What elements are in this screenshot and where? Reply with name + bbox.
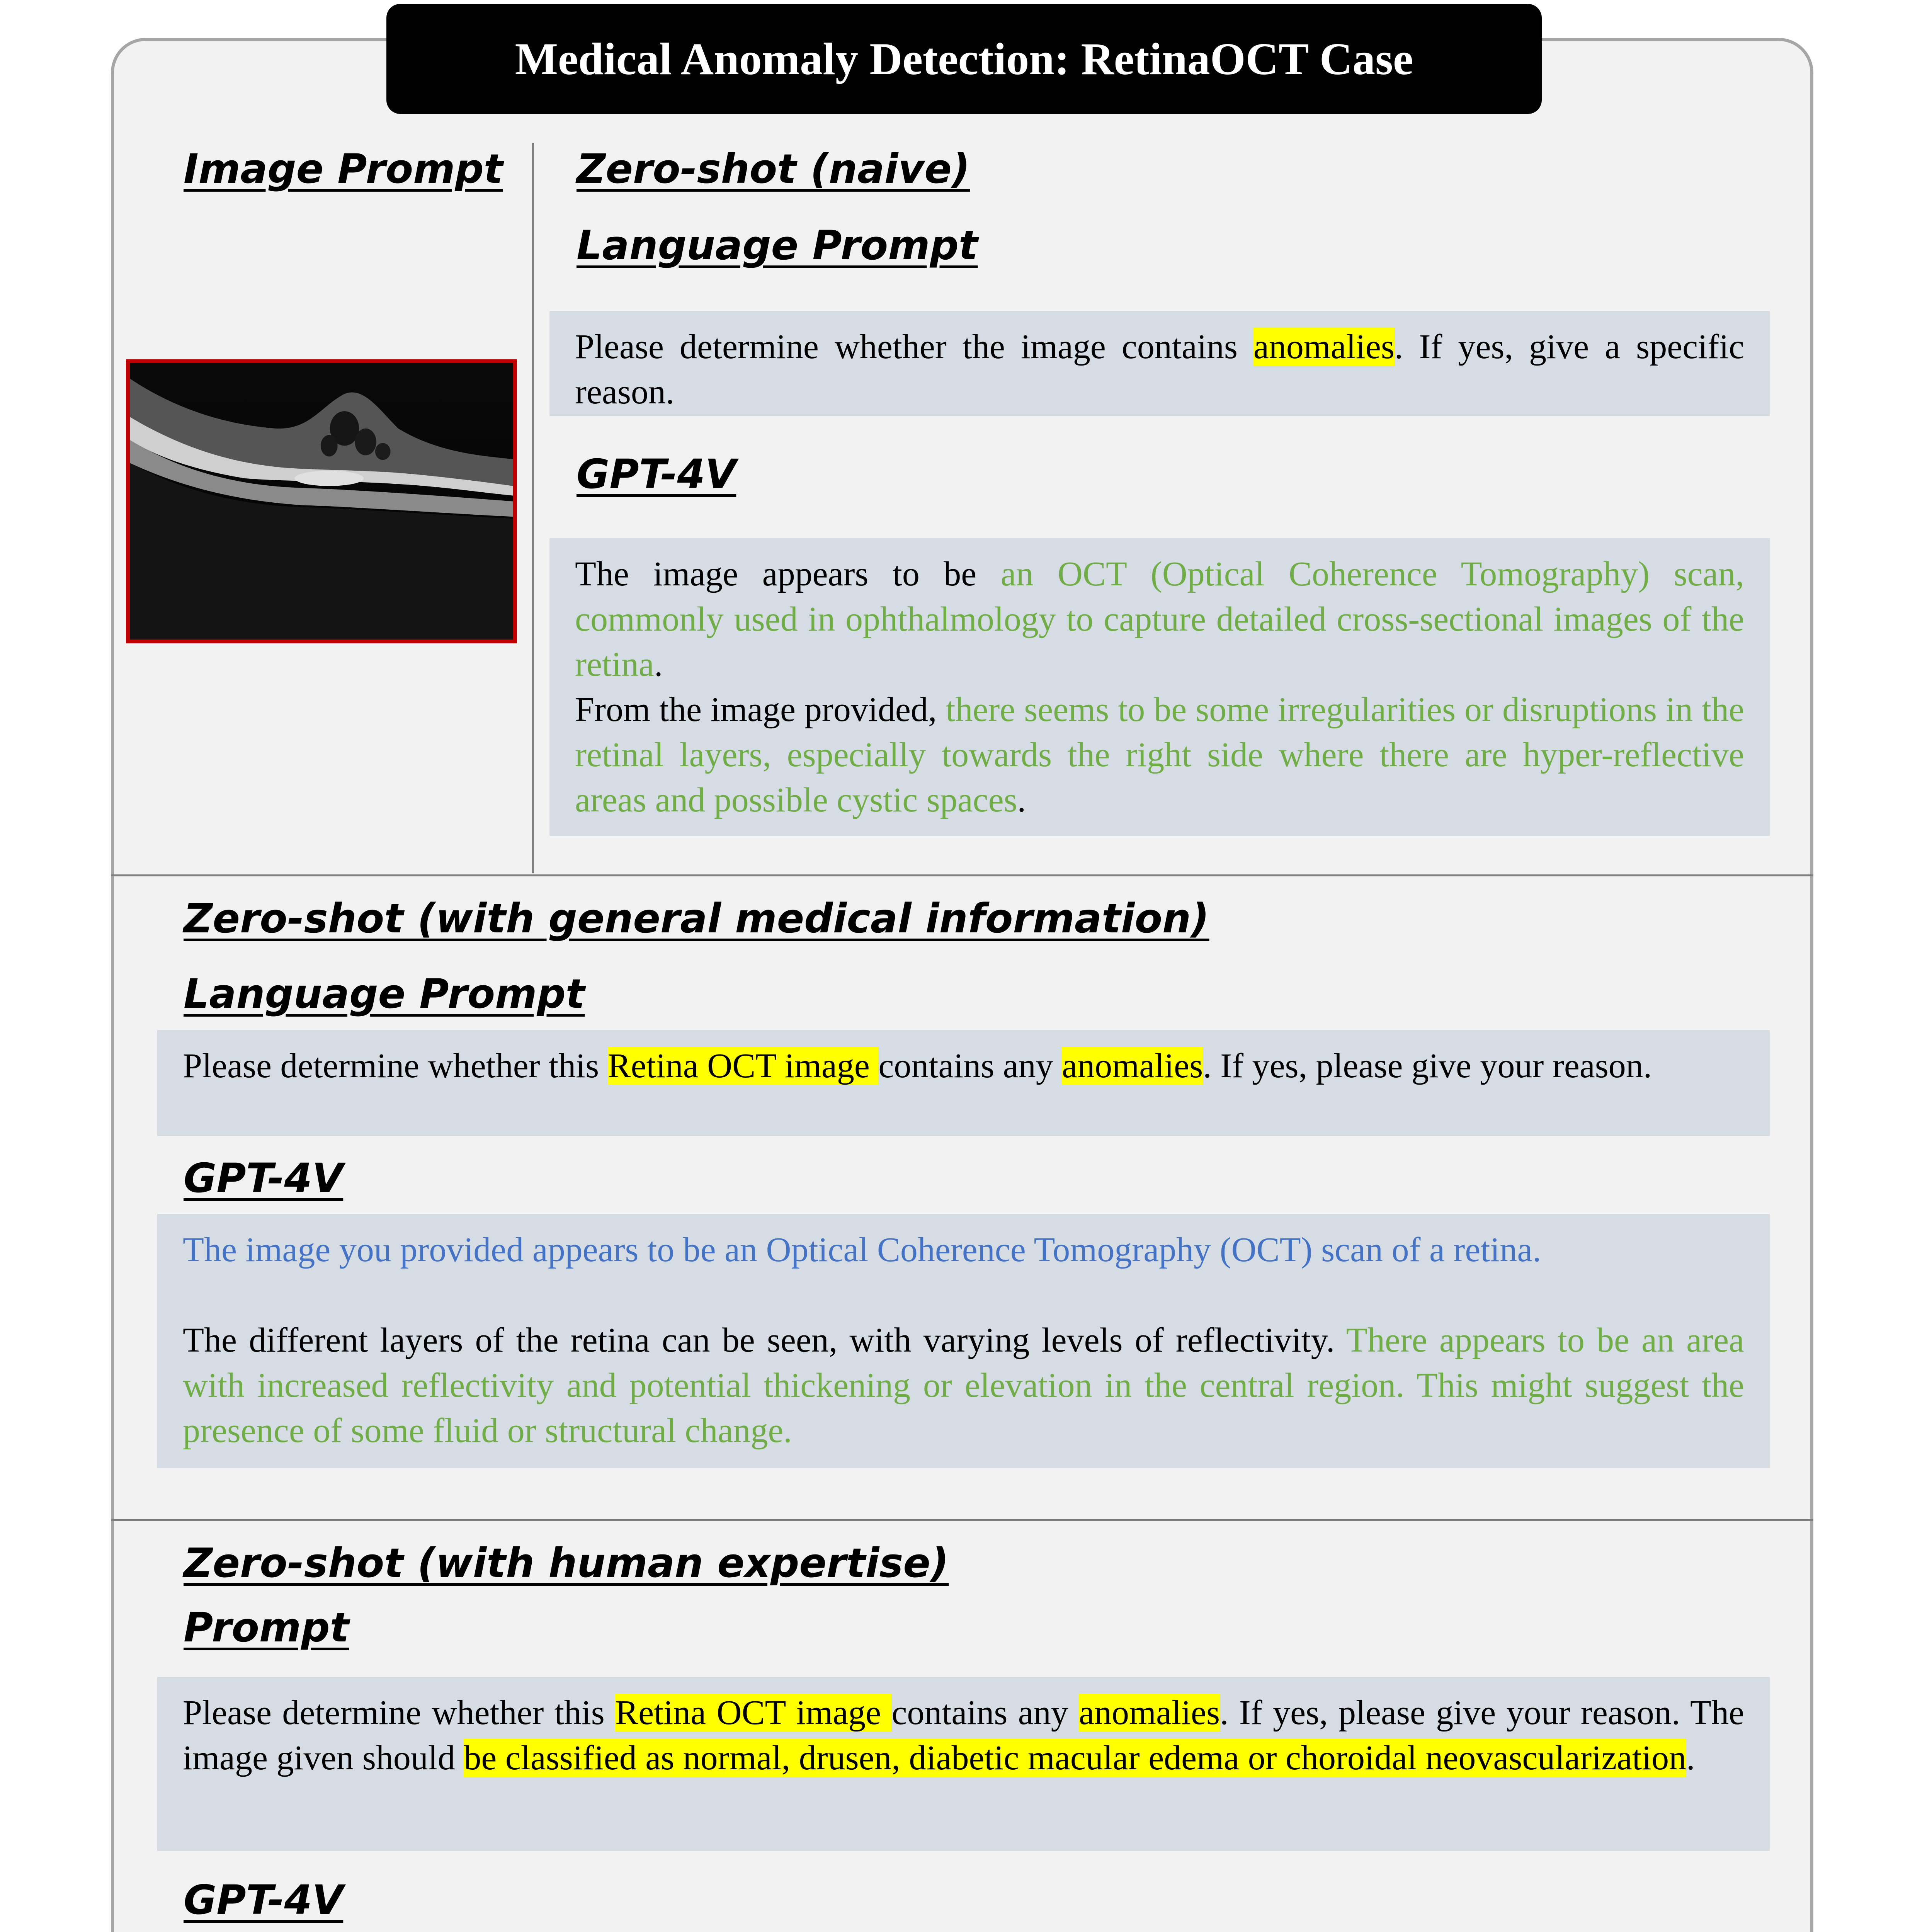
section-divider bbox=[111, 1519, 1813, 1521]
retina-oct-image bbox=[126, 359, 517, 643]
image-prompt-heading: Image Prompt bbox=[184, 145, 503, 192]
highlight-anomalies: anomalies bbox=[1062, 1047, 1203, 1085]
prompt-box-expertise bbox=[157, 1677, 1770, 1851]
language-prompt-heading: Language Prompt bbox=[184, 970, 585, 1017]
highlight-retina-oct: Retina OCT image bbox=[607, 1047, 879, 1085]
gpt4v-heading: GPT-4V bbox=[577, 451, 736, 498]
prompt-text: . If yes, please give your reason. The image given should bbox=[183, 1694, 1744, 1777]
response-box-general bbox=[157, 1214, 1770, 1468]
prompt-text: contains any bbox=[891, 1694, 1079, 1732]
gpt4v-heading: GPT-4V bbox=[184, 1155, 344, 1202]
response-text: . bbox=[1017, 781, 1026, 819]
response-text-blue: The image you provided appears to be an Optical Coherence Tomography (OCT) scan of a retina. bbox=[183, 1231, 1541, 1269]
zero-shot-naive-heading: Zero-shot (naive) bbox=[577, 145, 970, 192]
response-text: . bbox=[654, 645, 663, 684]
prompt-text: . If yes, give a specific reason. bbox=[575, 328, 1745, 411]
highlight-anomalies: anomalies bbox=[1253, 328, 1395, 366]
response-text: The image appears to be bbox=[575, 555, 1001, 593]
response-text-green: there seems to be some irregularities or disruptions in the retinal layers, especially towards the right side where there are hyper-reflective areas and possible cystic spaces bbox=[575, 690, 1744, 819]
language-prompt-heading: Language Prompt bbox=[577, 222, 978, 269]
prompt-text: Please determine whether this bbox=[183, 1047, 608, 1085]
section-divider bbox=[111, 874, 1813, 876]
prompt-text: . bbox=[1686, 1739, 1695, 1777]
prompt-text: . If yes, please give your reason. bbox=[1203, 1047, 1652, 1085]
gpt4v-heading: GPT-4V bbox=[184, 1876, 344, 1923]
prompt-box-general bbox=[157, 1030, 1770, 1136]
highlight-classification: be classified as normal, drusen, diabetic macular edema or choroidal neovascularization bbox=[464, 1739, 1687, 1777]
highlight-retina-oct: Retina OCT image bbox=[615, 1694, 892, 1732]
response-text: From the image provided, bbox=[575, 690, 946, 729]
prompt-text: Please determine whether the image contains bbox=[575, 328, 1253, 366]
prompt-text: contains any bbox=[878, 1047, 1062, 1085]
column-divider bbox=[532, 143, 534, 873]
prompt-text: Please determine whether this bbox=[183, 1694, 616, 1732]
response-box-naive bbox=[549, 538, 1770, 836]
response-text-green: There appears to be an area with increased reflectivity and potential thickening or elevation in the central region. This might suggest the presence of some fluid or structural change. bbox=[183, 1321, 1744, 1450]
response-text: The different layers of the retina can be seen, with varying levels of reflectivity. bbox=[183, 1321, 1346, 1359]
highlight-anomalies: anomalies bbox=[1079, 1694, 1220, 1732]
zero-shot-general-heading: Zero-shot (with general medical information) bbox=[184, 895, 1209, 942]
page-title: Medical Anomaly Detection: RetinaOCT Case bbox=[386, 4, 1542, 114]
prompt-heading: Prompt bbox=[184, 1604, 349, 1651]
prompt-box-naive bbox=[549, 311, 1770, 416]
response-text-green: an OCT (Optical Coherence Tomography) scan, commonly used in ophthalmology to capture detailed cross-sectional images of the retina bbox=[575, 555, 1744, 684]
zero-shot-expertise-heading: Zero-shot (with human expertise) bbox=[184, 1539, 949, 1587]
